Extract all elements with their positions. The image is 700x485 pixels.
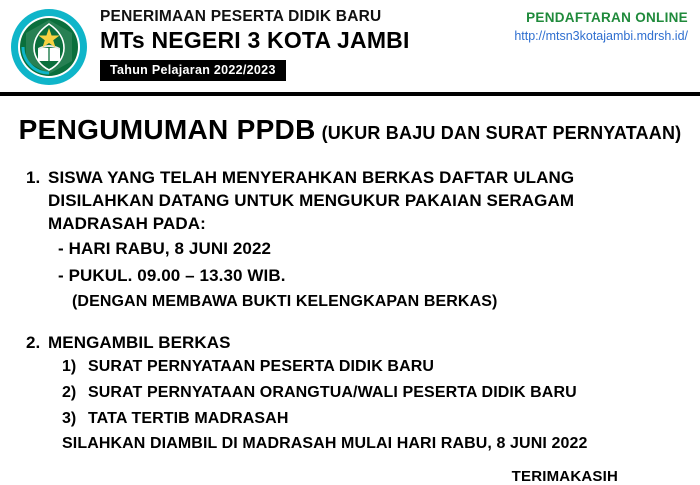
item-1-number: 1. (26, 168, 41, 187)
item-2-list-item-3 (48, 406, 678, 432)
item-2-body (48, 331, 678, 456)
item-2-list-item-2 (48, 380, 678, 406)
madrasah-emblem-logo (10, 8, 88, 86)
closing-thanks: TERIMAKASIH (511, 468, 618, 485)
page-title-sub: (UKUR BAJU DAN SURAT PERNYATAAN) (321, 123, 682, 143)
item-2-list-item-1-text: SURAT PERNYATAAN PESERTA DIDIK BARU (88, 358, 435, 375)
item-2-list-item-2-number: 2) (62, 384, 77, 401)
item-2-list-item-2-text: SURAT PERNYATAAN ORANGTUA/WALI PESERTA DIDIK BARU (88, 384, 577, 401)
registration-url[interactable]: http://mtsn3kotajambi.mdrsh.id/ (514, 29, 688, 43)
item-1-body (48, 166, 678, 315)
page-title (0, 114, 700, 146)
item-2-list-item-3-number: 3) (62, 410, 77, 427)
header-line-1: PENERIMAAN PESERTA DIDIK BARU (100, 8, 382, 25)
announcement-body (0, 166, 700, 485)
header-online-block (514, 10, 688, 43)
header-divider (0, 92, 700, 96)
item-2-text: MENGAMBIL BERKAS (48, 333, 231, 352)
online-registration-label: PENDAFTARAN ONLINE (526, 10, 688, 25)
announcement-item-1 (26, 166, 678, 315)
header-title-block (100, 8, 410, 81)
header-line-2: MTs NEGERI 3 KOTA JAMBI (100, 27, 410, 53)
poster-header (0, 0, 700, 92)
item-2-number: 2. (26, 333, 41, 352)
item-2-list-item-3-text: TATA TERTIB MADRASAH (88, 410, 289, 427)
item-2-closing-text: SILAHKAN DIAMBIL DI MADRASAH MULAI HARI RABU, 8 JUNI 2022 (62, 435, 588, 452)
item-1-text: SISWA YANG TELAH MENYERAHKAN BERKAS DAFTAR ULANG DISILAHKAN DATANG UNTUK MENGUKUR PAKAIAN SERAGAM MADRASAH PADA: (48, 168, 575, 233)
item-1-subline-2: - PUKUL. 09.00 – 13.30 WIB. (58, 266, 286, 285)
academic-year-badge: Tahun Pelajaran 2022/2023 (100, 60, 286, 81)
item-1-subline-1: - HARI RABU, 8 JUNI 2022 (58, 239, 272, 258)
item-1-note: (DENGAN MEMBAWA BUKTI KELENGKAPAN BERKAS) (72, 293, 498, 310)
announcement-item-2 (26, 331, 678, 456)
item-2-list-item-1-number: 1) (62, 358, 77, 375)
page-title-main: PENGUMUMAN PPDB (18, 114, 316, 145)
section-spacer (26, 315, 678, 331)
item-2-list-item-1 (48, 354, 678, 380)
